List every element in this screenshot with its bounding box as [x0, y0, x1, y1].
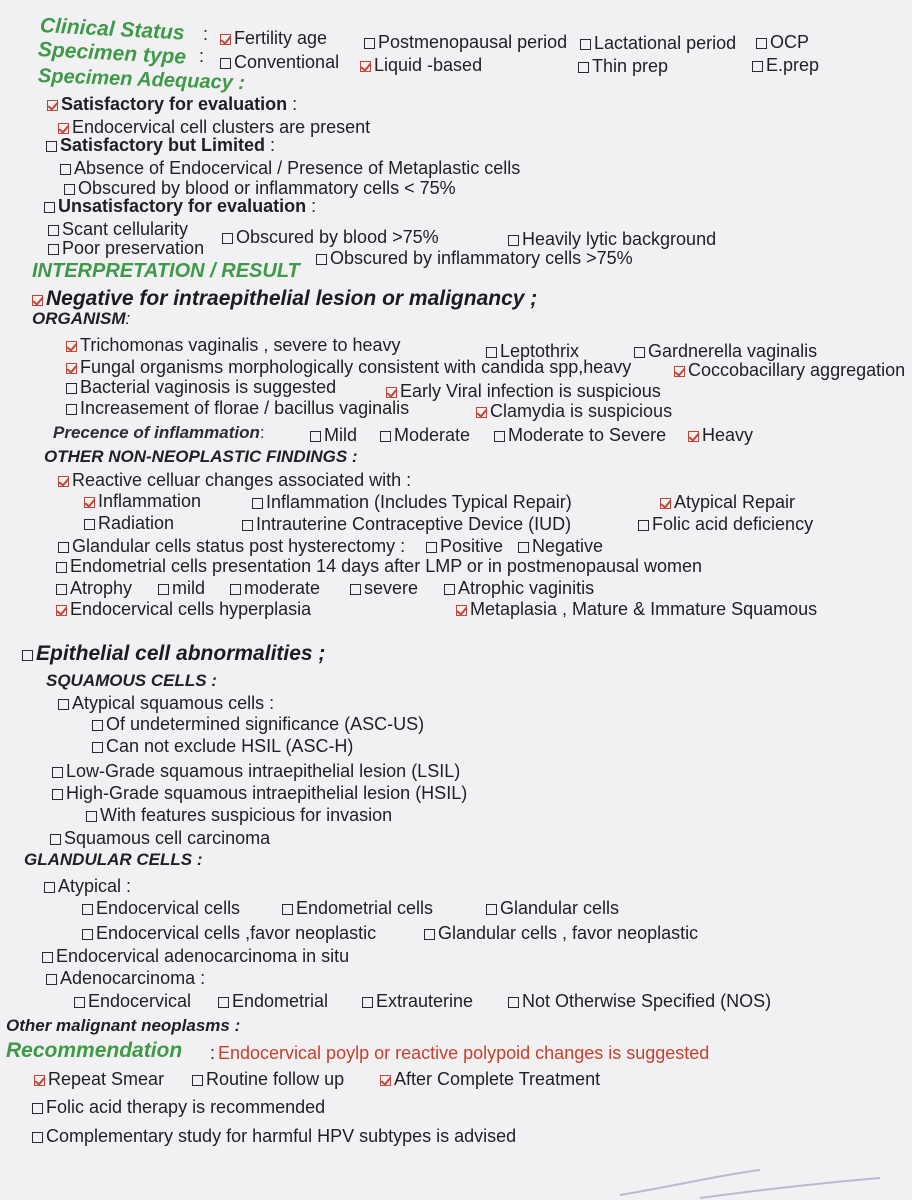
option-label: Postmenopausal period [378, 32, 568, 52]
option-label: Endometrial cells [296, 898, 434, 918]
option-label: Leptothrix [500, 341, 580, 361]
recommendation-text: Endocervical poylp or reactive polypoid changes is suggested [218, 1043, 710, 1063]
option-label: Endocervical cells ,favor neoplastic [96, 923, 377, 943]
glandular-heading: GLANDULAR CELLS : [24, 850, 203, 869]
inflammation-colon: : [259, 423, 265, 442]
option-label: E.prep [766, 55, 820, 75]
option-label: Endometrial [232, 991, 329, 1011]
option-label: Folic acid therapy is recommended [46, 1097, 326, 1117]
option-label: Heavily lytic background [522, 229, 717, 249]
option-label: Obscured by inflammatory cells >75% [330, 248, 633, 268]
option-label: Satisfactory for evaluation [61, 94, 288, 114]
option-label: Moderate to Severe [508, 425, 667, 445]
option-label: severe [364, 578, 419, 598]
option-label: Glandular cells status post hysterectomy : [72, 536, 406, 556]
option-label: Endocervical cell clusters are present [72, 117, 371, 137]
option-label: Atrophic vaginitis [458, 578, 595, 598]
option-label: Complementary study for harmful HPV subtypes is advised [46, 1126, 517, 1146]
option-label: Endometrial cells presentation 14 days after LMP or in postmenopausal women [70, 556, 703, 576]
option-label: Squamous cell carcinoma [64, 828, 271, 848]
option-label: Trichomonas vaginalis , severe to heavy [80, 335, 401, 355]
option-label: Endocervical adenocarcinoma in situ [56, 946, 350, 966]
option-label: mild [172, 578, 206, 598]
non-neoplastic-heading: OTHER NON-NEOPLASTIC FINDINGS : [44, 447, 358, 466]
option-label: Radiation [98, 513, 175, 533]
option-label: Early Viral infection is suspicious [400, 381, 661, 401]
option-label: With features suspicious for invasion [100, 805, 393, 825]
option-label: Negative [532, 536, 604, 556]
option-label: Liquid -based [374, 55, 483, 75]
option-label: Atypical Repair [674, 492, 796, 512]
option-label: Atypical squamous cells : [72, 693, 275, 713]
option-label: Gardnerella vaginalis [648, 341, 818, 361]
option-label: Can not exclude HSIL (ASC-H) [106, 736, 354, 756]
option-label: Intrauterine Contraceptive Device (IUD) [256, 514, 572, 534]
option-label: Of undetermined significance (ASC-US) [106, 714, 425, 734]
specimen-type-label: Specimen type [37, 38, 187, 69]
suffix: : [311, 196, 317, 216]
option-label: Scant cellularity [62, 219, 189, 239]
option-label: Metaplasia , Mature & Immature Squamous [470, 599, 818, 619]
recommendation-colon: : [210, 1043, 216, 1063]
option-label: Endocervical cells hyperplasia [70, 599, 312, 619]
option-label: Endocervical cells [96, 898, 241, 918]
option-label: moderate [244, 578, 321, 598]
squamous-heading: SQUAMOUS CELLS : [46, 671, 217, 690]
clinical-status-label: Clinical Status [39, 14, 186, 45]
specimen-adequacy-heading: Specimen Adequacy : [37, 65, 246, 95]
option-label: Bacterial vaginosis is suggested [80, 377, 337, 397]
option-label: Low-Grade squamous intraepithelial lesion (LSIL) [66, 761, 461, 781]
interpretation-heading: INTERPRETATION / RESULT [32, 260, 300, 282]
option-label: Atrophy [70, 578, 133, 598]
option-label: Obscured by blood >75% [236, 227, 439, 247]
option-label: Mild [324, 425, 358, 445]
option-label: Extrauterine [376, 991, 474, 1011]
suffix: : [292, 94, 298, 114]
option-label: Obscured by blood or inflammatory cells < 75% [78, 178, 456, 198]
option-label: Endocervical [88, 991, 192, 1011]
option-label: After Complete Treatment [394, 1069, 601, 1089]
option-label: Absence of Endocervical / Presence of Metaplastic cells [74, 158, 521, 178]
option-label: Clamydia is suspicious [490, 401, 673, 421]
option-label: Coccobacillary aggregation [688, 360, 906, 380]
organism-colon: : [125, 309, 131, 328]
option-label: Moderate [394, 425, 471, 445]
option-label: Increasement of florae / bacillus vaginalis [80, 398, 410, 418]
option-label: Positive [440, 536, 504, 556]
option-label: Conventional [234, 52, 340, 72]
option-label: Epithelial cell abnormalities ; [36, 642, 326, 665]
option-label: High-Grade squamous intraepithelial lesion (HSIL) [66, 783, 468, 803]
suffix: : [270, 135, 276, 155]
option-label: Adenocarcinoma : [60, 968, 206, 988]
clinical-status-colon: : [203, 24, 209, 44]
option-label: Fertility age [234, 28, 328, 48]
option-label: Inflammation [98, 491, 202, 511]
option-label: Glandular cells [500, 898, 620, 918]
recommendation-label: Recommendation [6, 1039, 183, 1062]
inflammation-text: Precence of inflammation [53, 423, 260, 442]
option-label: Atypical : [58, 876, 132, 896]
option-label: Unsatisfactory for evaluation [58, 196, 307, 216]
option-label: Glandular cells , favor neoplastic [438, 923, 699, 943]
option-label: Fungal organisms morphologically consistent with candida spp,heavy [80, 357, 632, 377]
option-label: Routine follow up [206, 1069, 345, 1089]
option-label: Lactational period [594, 33, 737, 53]
option-label: Thin prep [592, 56, 669, 76]
option-label: OCP [770, 32, 810, 52]
option-label: Repeat Smear [48, 1069, 165, 1089]
option-label: Heavy [702, 425, 754, 445]
option-label: Negative for intraepithelial lesion or malignancy ; [46, 287, 538, 310]
option-label: Reactive celluar changes associated with : [72, 470, 412, 490]
other-malignant-heading: Other malignant neoplasms : [6, 1016, 241, 1035]
option-label: Folic acid deficiency [652, 514, 814, 534]
option-label: Satisfactory but Limited [60, 135, 266, 155]
specimen-type-colon: : [199, 46, 205, 66]
option-label: Not Otherwise Specified (NOS) [522, 991, 772, 1011]
option-label: Poor preservation [62, 238, 205, 258]
option-label: Inflammation (Includes Typical Repair) [266, 492, 572, 512]
organism-label: ORGANISM [32, 309, 126, 328]
